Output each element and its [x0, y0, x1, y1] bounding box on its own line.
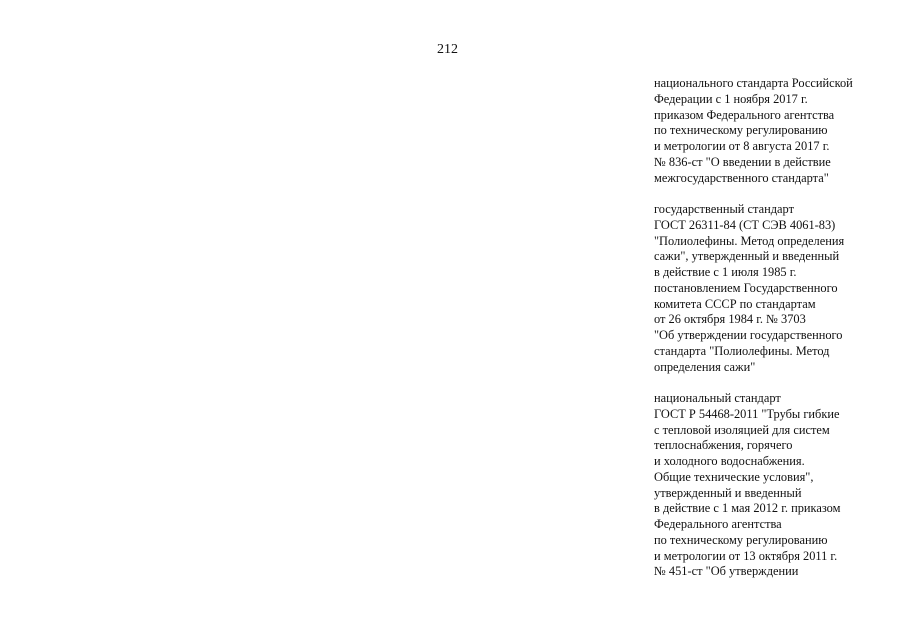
text-line: и метрологии от 13 октября 2011 г. [654, 548, 838, 563]
text-line: национального стандарта Российской [654, 76, 853, 90]
text-line: от 26 октября 1984 г. № 3703 [654, 312, 806, 327]
text-line: национальный стандарт [654, 391, 781, 405]
text-line: государственный стандарт [654, 202, 794, 216]
page-number: 212 [437, 42, 458, 57]
text-line: сажи", утвержденный и введенный [654, 249, 840, 264]
text-line: ГОСТ 26311-84 (СТ СЭВ 4061-83) [654, 217, 836, 232]
paragraph-2 [654, 202, 894, 375]
text-line: ГОСТ Р 54468-2011 "Трубы гибкие [654, 406, 840, 421]
text-line: постановлением Государственного [654, 280, 838, 295]
text-line: и холодного водоснабжения. [654, 454, 805, 468]
text-line: Федерации с 1 ноября 2017 г. [654, 91, 808, 106]
text-line: в действие с 1 июля 1985 г. [654, 265, 797, 279]
text-line: в действие с 1 мая 2012 г. приказом [654, 501, 841, 516]
text-line: теплоснабжения, горячего [654, 438, 793, 453]
text-line: определения сажи" [654, 359, 756, 374]
text-line: утвержденный и введенный [654, 485, 802, 500]
document-text-column [654, 76, 894, 580]
text-line: Федерального агентства [654, 517, 782, 531]
paragraph-3 [654, 391, 894, 580]
text-line: приказом Федерального агентства [654, 107, 835, 122]
text-line: по техническому регулированию [654, 123, 828, 138]
text-line: № 451-ст "Об утверждении [654, 564, 799, 579]
text-line: с тепловой изоляцией для систем [654, 422, 830, 437]
text-line: комитета СССР по стандартам [654, 296, 816, 311]
text-line: по техническому регулированию [654, 532, 828, 547]
paragraph-1 [654, 76, 894, 186]
text-line: "Полиолефины. Метод определения [654, 233, 845, 248]
text-line: и метрологии от 8 августа 2017 г. [654, 139, 830, 153]
text-line: стандарта "Полиолефины. Метод [654, 343, 830, 358]
text-line: № 836-ст "О введении в действие [654, 154, 831, 169]
text-line: межгосударственного стандарта" [654, 170, 829, 185]
text-line: "Об утверждении государственного [654, 328, 843, 342]
text-line: Общие технические условия", [654, 469, 814, 484]
